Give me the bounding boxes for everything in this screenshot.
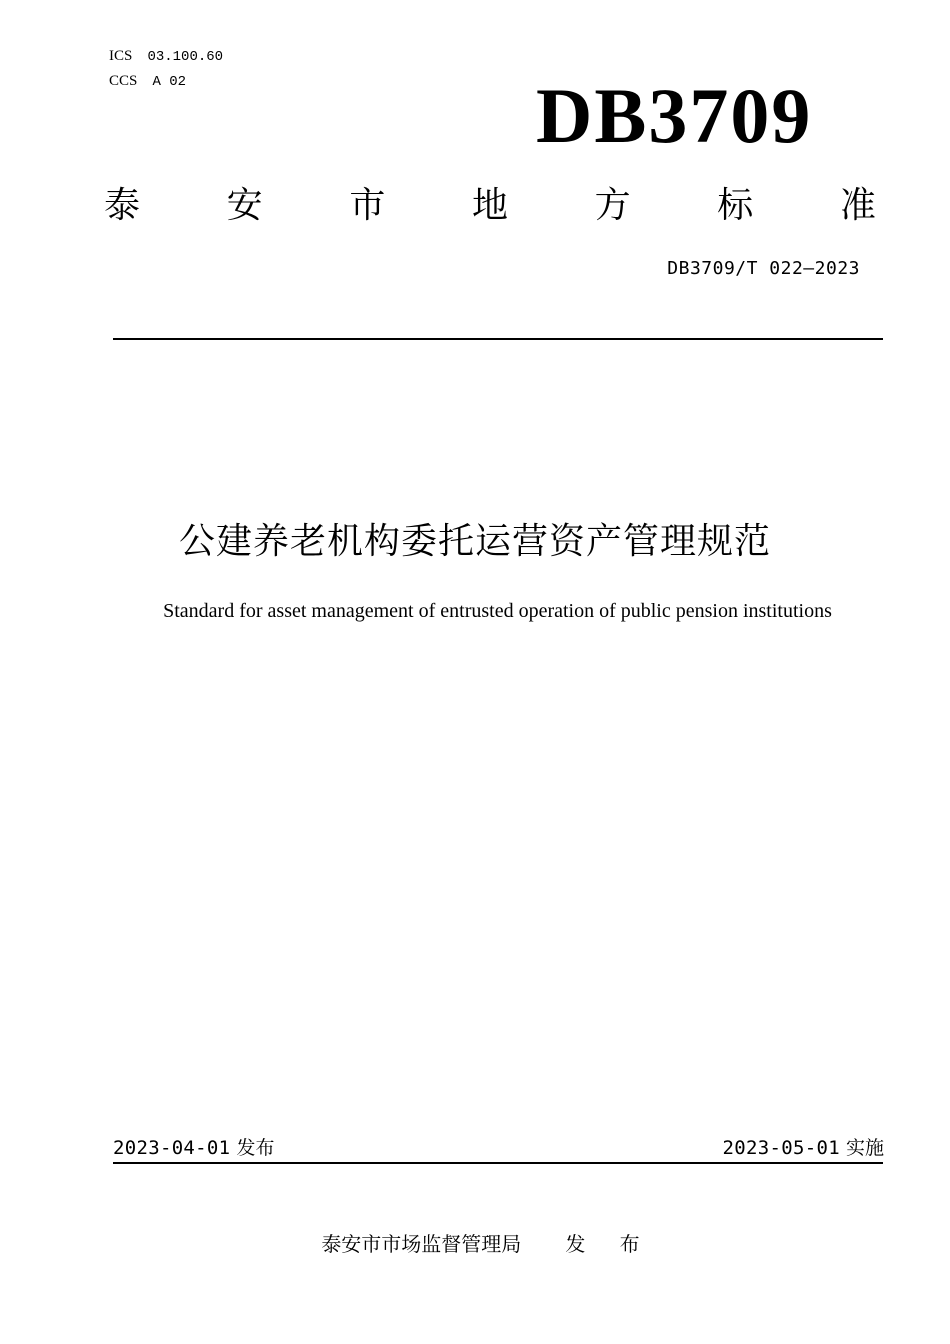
category-char: 方 — [594, 185, 631, 226]
category-char: 准 — [839, 185, 876, 226]
header-divider — [113, 338, 883, 340]
footer-divider — [113, 1162, 883, 1164]
category-char: 泰 — [104, 185, 141, 226]
standard-category-title — [104, 182, 876, 230]
issuer-action: 发 布 — [565, 1232, 654, 1256]
db-standard-mark: DB3709 — [536, 72, 813, 159]
category-char: 标 — [717, 185, 754, 226]
publish-date: 2023-04-01 — [113, 1137, 231, 1159]
ccs-label: CCS — [109, 73, 138, 89]
publish-label: 发布 — [236, 1137, 275, 1159]
category-char: 市 — [349, 185, 386, 226]
publish-date-line — [113, 1133, 274, 1160]
ccs-code — [109, 70, 186, 90]
ccs-value: A 02 — [152, 74, 187, 90]
category-char: 安 — [226, 185, 263, 226]
ics-label: ICS — [109, 48, 133, 64]
standard-number: DB3709/T 022—2023 — [667, 258, 860, 279]
category-char: 地 — [471, 185, 508, 226]
implement-date: 2023-05-01 — [722, 1137, 840, 1159]
ics-value: 03.100.60 — [147, 49, 224, 65]
implement-date-line — [723, 1133, 884, 1160]
document-title-chinese: 公建养老机构委托运营资产管理规范 — [178, 521, 771, 562]
ics-code — [109, 45, 223, 65]
document-title-english: Standard for asset management of entrusted operation of public pension institutions — [163, 600, 832, 622]
issuer-line — [0, 1228, 950, 1257]
issuer-name: 泰安市市场监督管理局 — [321, 1232, 522, 1256]
implement-label: 实施 — [845, 1137, 884, 1159]
